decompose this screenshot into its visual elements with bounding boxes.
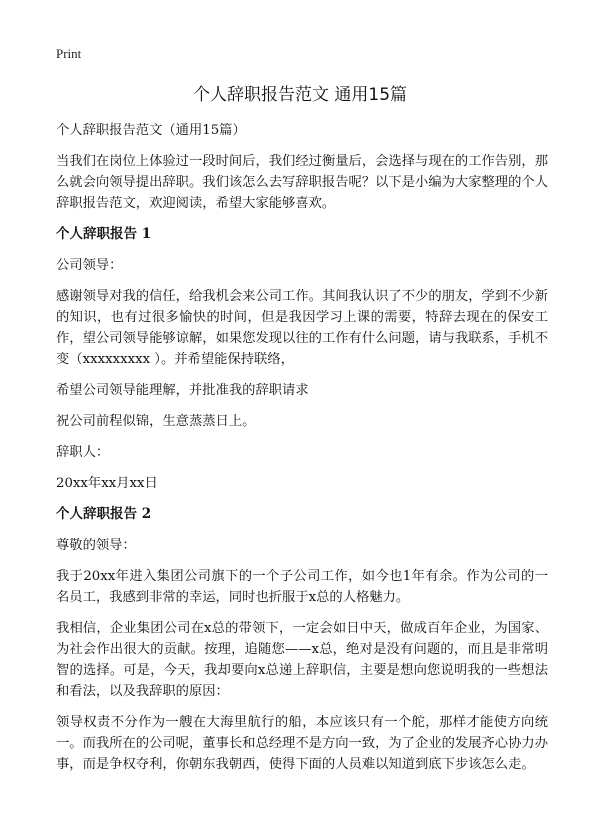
intro-paragraph: 当我们在岗位上体验过一段时间后，我们经过衡量后，会选择与现在的工作告别，那么就会向领导提出辞职。我们该怎么去写辞职报告呢？以下是小编为大家整理的个人辞职报告范文，欢迎阅读，希望大家能够喜欢。 bbox=[56, 154, 548, 211]
section-heading-2: 个人辞职报告 2 bbox=[56, 506, 152, 522]
section-1-paragraph: 感谢领导对我的信任，给我机会来公司工作。其间我认识了不少的朋友，学到不少新的知识，也有过很多愉快的时间，但是我因学习上课的需要，特辞去现在的保安工作，望公司领导能够谅解，如果您发现以往的工作有什么问题，请与我联系，手机不变（xxxxxxxxx ）。并希望能保持联络， bbox=[56, 289, 548, 367]
section-2-salutation: 尊敬的领导： bbox=[56, 538, 136, 553]
section-1-paragraph: 祝公司前程似锦，生意蒸蒸日上。 bbox=[56, 414, 256, 429]
section-1-salutation: 公司领导： bbox=[56, 258, 123, 273]
print-link[interactable]: Print bbox=[56, 46, 82, 61]
section-2-paragraph: 我相信，企业集团公司在x总的带领下，一定会如日中天，做成百年企业，为国家、为社会作出很大的贡献。按理，追随您——x总，绝对是没有问题的，而且是非常明智的选择。可是，今天，我却要向x总递上辞职信，主要是想向您说明我的一些想法和看法，以及我辞职的原因： bbox=[56, 621, 548, 699]
section-heading-1: 个人辞职报告 1 bbox=[56, 226, 152, 242]
section-1-paragraph: 希望公司领导能理解，并批准我的辞职请求 bbox=[56, 383, 309, 398]
document-title: 个人辞职报告范文 通用15篇 bbox=[192, 85, 408, 105]
section-2-paragraph: 领导权责不分作为一艘在大海里航行的船，本应该只有一个舵，那样才能使方向统一。而我所在的公司呢，董事长和总经理不是方向一致，为了企业的发展齐心协力办事，而是争权夺利，你朝东我朝西，使得下面的人员难以知道到底下步该怎么走。 bbox=[56, 715, 548, 772]
section-1-signature-label: 辞职人： bbox=[56, 445, 110, 460]
document-subtitle: 个人辞职报告范文（通用15篇） bbox=[56, 123, 246, 138]
document-body bbox=[56, 120, 548, 785]
section-2-paragraph: 我于20xx年进入集团公司旗下的一个子公司工作，如今也1年有余。作为公司的一名员工，我感到非常的幸运，同时也折服于x总的人格魅力。 bbox=[56, 569, 548, 605]
section-1-date: 20xx年xx月xx日 bbox=[56, 476, 158, 491]
